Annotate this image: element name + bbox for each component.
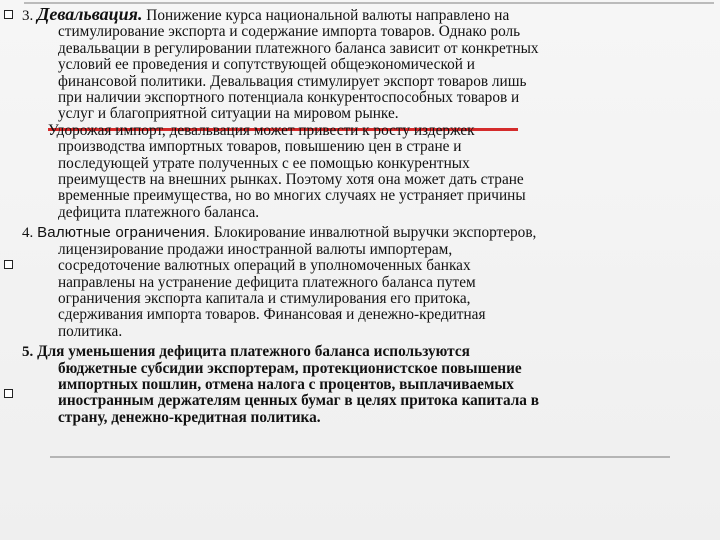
text-line: финансовой политики. Девальвация стимулирует экспорт товаров лишь <box>58 72 527 90</box>
text-line: сдерживания импорта товаров. Финансовая и денежно-кредитная <box>58 306 486 324</box>
text-line: сосредоточение валютных операций в уполномоченных банках <box>58 257 471 275</box>
text-line: условий ее проведения и сопутствующей общеэкономической и <box>58 56 475 74</box>
text-line: бюджетные субсидии экспортерам, протекционистское повышение <box>58 359 522 377</box>
bullet-marker-icon <box>4 260 13 269</box>
bullet-marker-icon <box>4 389 13 398</box>
text-line: Удорожая импорт, девальвация может привести к росту издержек <box>48 121 475 139</box>
text-line: страну, денежно-кредитная политика. <box>58 408 321 426</box>
bullet-marker-icon <box>4 10 13 19</box>
section-5-heading <box>22 344 712 360</box>
text-line: стимулирование экспорта и содержание импорта товаров. Однако роль <box>58 23 521 41</box>
text-line: услуг и благоприятной ситуации на мировом рынке. <box>58 105 399 123</box>
text-line: Для уменьшения дефицита платежного баланса используются <box>37 343 470 361</box>
text-line: импортных пошлин, отмена налога с процентов, выплачиваемых <box>58 375 514 393</box>
text-line: девальвации в регулировании платежного баланса зависит от конкретных <box>58 39 539 57</box>
section-number: 4. <box>22 225 34 242</box>
section-title: Валютные ограничения. <box>37 224 211 242</box>
text-line: Понижение курса национальной валюты направлено на <box>146 7 510 24</box>
section-3-heading <box>22 6 712 24</box>
text-line: иностранным держателям ценных бумаг в целях притока капитала в <box>58 392 540 410</box>
text-line: ограничения экспорта капитала и стимулирования его притока, <box>58 289 471 307</box>
slide-body <box>22 6 712 426</box>
section-number: 3. <box>22 8 34 24</box>
text-line: лицензирование продажи иностранной валюты импортерам, <box>58 240 453 258</box>
section-number: 5. <box>22 344 34 361</box>
text-line: последующей утрате полученных с ее помощью конкурентных <box>58 154 470 172</box>
text-line: временные преимущества, но во многих случаях не устраняет причины <box>58 187 526 205</box>
text-line: производства импортных товаров, повышению цен в стране и <box>58 138 462 156</box>
bottom-rule <box>50 456 670 458</box>
text-line: дефицита платежного баланса. <box>58 203 260 221</box>
text-line: при наличии экспортного потенциала конкурентоспособных товаров и <box>58 89 520 107</box>
section-title: Девальвация. <box>37 4 143 24</box>
text-line: направлены на устранение дефицита платежного баланса путем <box>58 273 476 291</box>
section-4-heading <box>22 225 712 241</box>
text-line: преимуществ на внешних рынках. Поэтому хотя она может дать стране <box>58 171 524 189</box>
text-line: политика. <box>58 322 123 340</box>
text-line: Блокирование инвалютной выручки экспортеров, <box>213 224 537 242</box>
